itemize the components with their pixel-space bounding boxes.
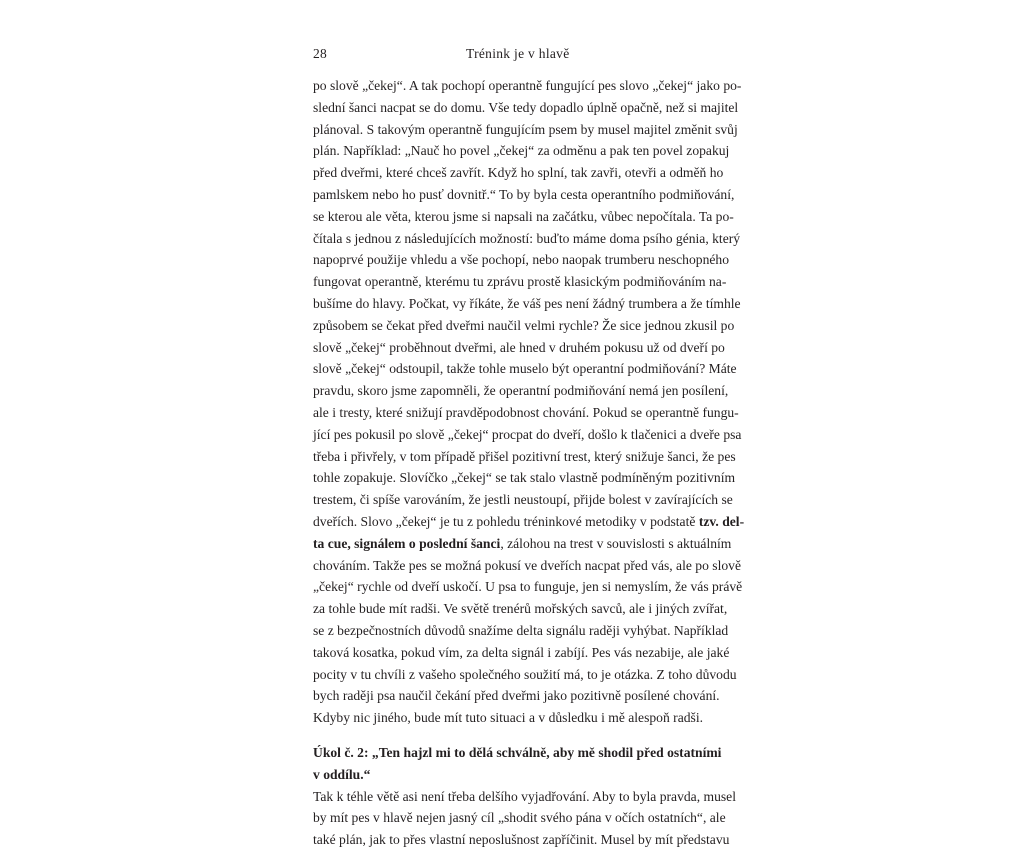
text-line: plánoval. S takovým operantně fungujícím psem by musel majitel změnit svůj [313,121,738,137]
text-line: bušíme do hlavy. Počkat, vy říkáte, že váš pes není žádný trumbera a že tímhle [313,295,741,311]
text-line: také plán, jak to přes vlastní neposlušnost zapříčinit. Musel by mít představu [313,832,730,848]
text-line: „čekej“ rychle od dveří uskočí. U psa to funguje, jen si nemyslím, že vás právě [313,579,743,595]
text-line: tohle zopakuje. Slovíčko „čekej“ se tak stalo vlastně podmíněným pozitivním [313,470,736,486]
paragraph-gap [313,729,711,742]
text-line: trestem, či spíše varováním, že jestli neustoupí, přijde bolest v zavírajících se [313,492,733,508]
text-line: fungovat operantně, kterému tu zprávu prostě klasickým podmiňováním na- [313,274,727,290]
text-line: plán. Například: „Nauč ho povel „čekej“ za odměnu a pak ten povel zopakuj [313,143,730,159]
text-line: slední šanci nacpat se do domu. Vše tedy dopadlo úplně opačně, než si majitel [313,99,739,115]
paragraph-2 [313,786,736,851]
page-number: 28 [313,46,328,61]
text-column [313,75,745,851]
book-title: Trénink je v hlavě [466,46,570,61]
paragraph-1 [313,75,745,729]
text-line: za tohle bude mít radši. Ve světě trenérů mořských savců, ale i jiných zvířat, [313,601,728,617]
text-line: pravdu, skoro jsme zapomněli, že operantní podmiňování nemá jen posílení, [313,383,729,399]
text-line [313,533,732,555]
text-line: by mít pes v hlavě nejen jasný cíl „shodit svého pána v očích ostatních“, ale [313,810,726,826]
text-line: taková kosatka, pokud vím, za delta signál i zabíjí. Pes vás nezabije, ale jaké [313,644,730,660]
text-line [313,511,745,533]
text-line: třeba i přivřely, v tom případě přišel pozitivní trest, který snižuje šanci, že pes [313,448,736,464]
bold-term: ta cue, signálem o poslední šanci [313,535,501,551]
text-line: se kterou ale věta, kterou jsme si napsali na začátku, vůbec nepočítala. Ta po- [313,208,734,224]
running-head [313,46,713,66]
heading-line: v oddílu.“ [313,766,371,782]
text-line: před dveřmi, které chceš zavřít. Když ho splní, tak zavři, otevři a odměň ho [313,165,724,181]
text-line: chováním. Takže pes se možná pokusí ve dveřích nacpat před vás, ale po slově [313,557,741,573]
text-line: pamlskem nebo ho pusť dovnitř.“ To by byla cesta operantního podmiňování, [313,186,735,202]
bold-term: tzv. del- [698,513,745,529]
text-line: pocity v tu chvíli z vašeho společného soužití má, to je otázka. Z toho důvodu [313,666,737,682]
text-line: jící pes pokusil po slově „čekej“ procpat do dveří, došlo k tlačenici a dveře psa [313,426,742,442]
text-line: po slově „čekej“. A tak pochopí operantně fungující pes slovo „čekej“ jako po- [313,78,742,93]
text-line: se z bezpečnostních důvodů snažíme delta signálu raději vyhýbat. Například [313,622,729,638]
text-line: ale i tresty, které snižují pravděpodobnost chování. Pokud se operantně fungu- [313,404,739,420]
text-line: napoprvé použije vhledu a vše pochopí, nebo naopak trumberu neschopného [313,252,729,268]
text-run: , zálohou na trest v souvislosti s aktuálním [500,535,732,551]
text-run: dveřích. Slovo „čekej“ je tu z pohledu tréninkové metodiky v podstatě [313,513,699,529]
task-heading [313,742,722,786]
text-line: bych raději psa naučil čekání před dveřmi jako pozitivně posílené chování. [313,688,720,704]
text-line: Tak k téhle větě asi není třeba delšího vyjadřování. Aby to byla pravda, musel [313,788,736,804]
text-line: slově „čekej“ proběhnout dveřmi, ale hned v druhém pokusu už od dveří po [313,339,725,355]
heading-line: Úkol č. 2: „Ten hajzl mi to dělá schválně, aby mě shodil před ostatními [313,744,722,760]
text-line: Kdyby nic jiného, bude mít tuto situaci a v důsledku i mě alespoň radši. [313,710,703,726]
text-line: způsobem se čekat před dveřmi naučil velmi rychle? Že sice jednou zkusil po [313,317,735,333]
text-line: čítala s jednou z následujících možností: buďto máme doma psího génia, který [313,230,741,246]
text-line: slově „čekej“ odstoupil, takže tohle muselo být operantní podmiňování? Máte [313,361,737,377]
